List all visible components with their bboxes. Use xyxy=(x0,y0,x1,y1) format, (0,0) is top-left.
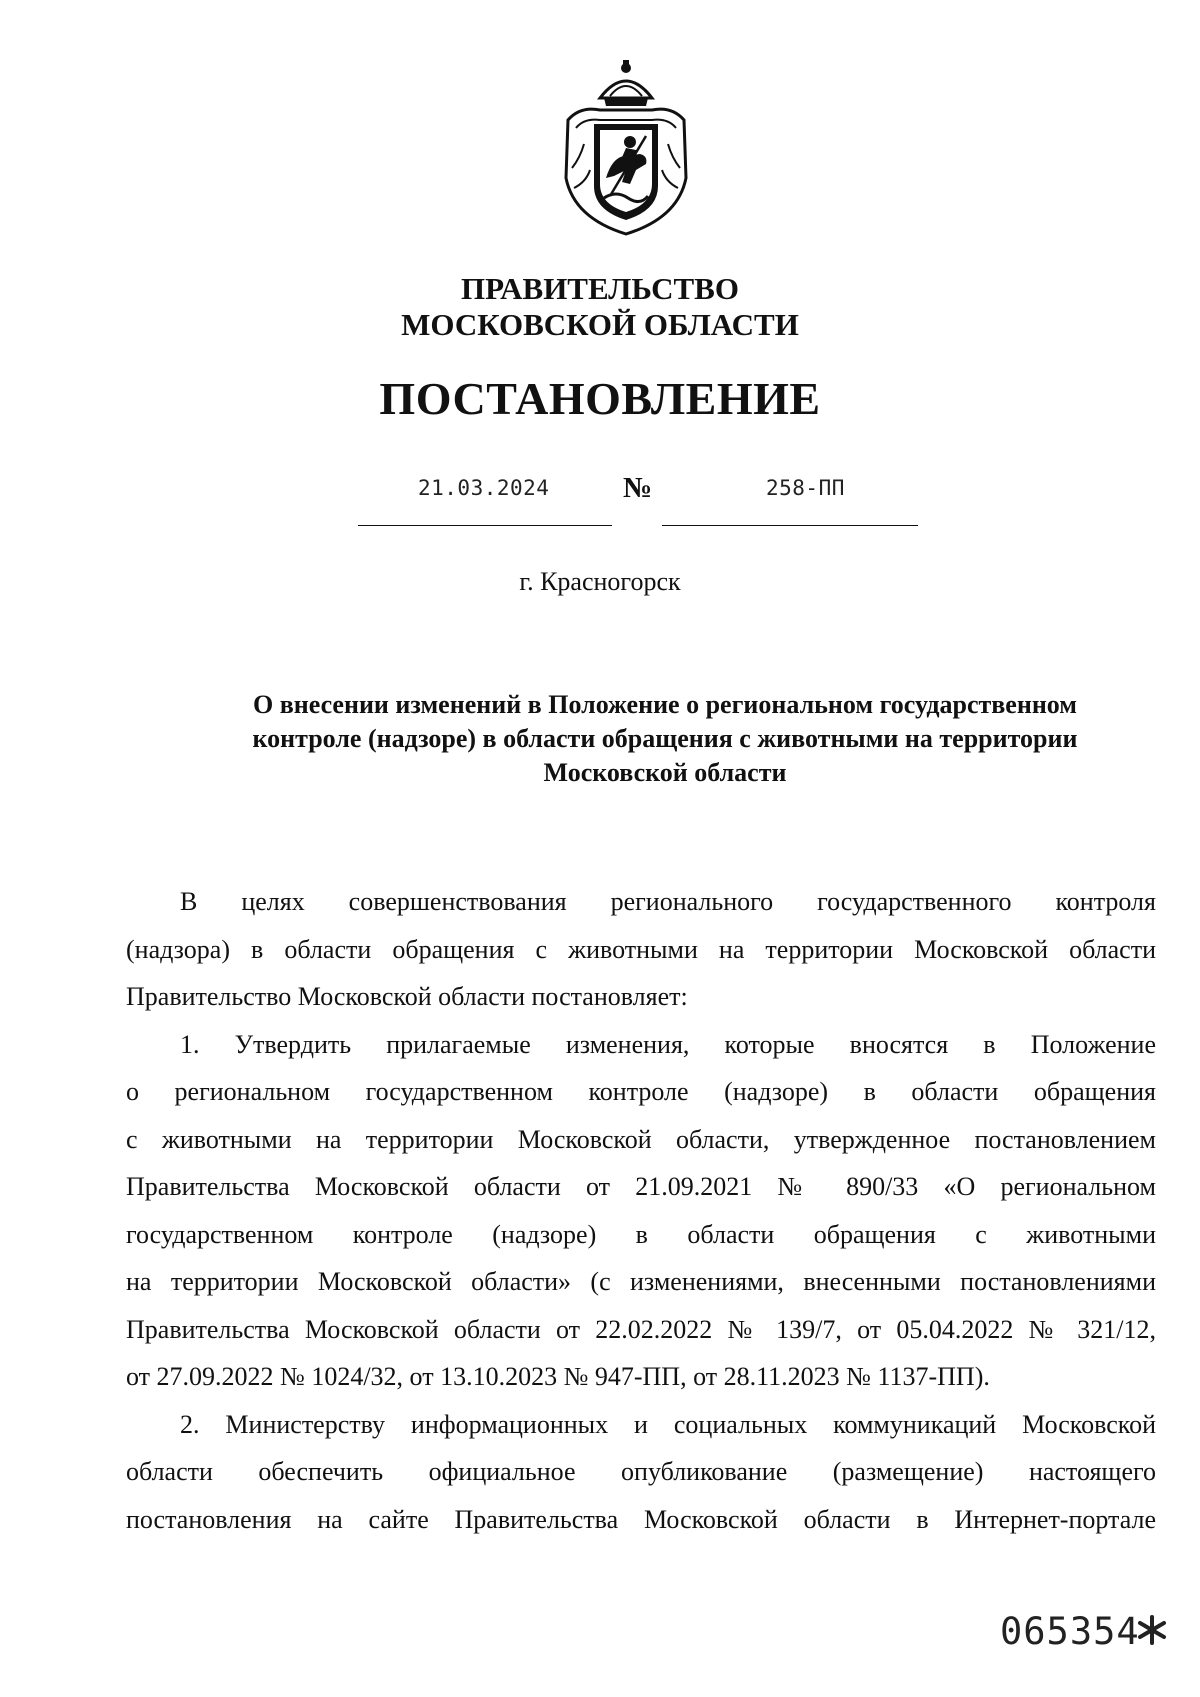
registration-number: 258-ПП xyxy=(766,476,845,500)
body-line: 1. Утвердить прилагаемые изменения, которые вносятся в Положение xyxy=(180,1029,1156,1059)
subject-line: Московской области xyxy=(543,758,787,787)
body-line: от 27.09.2022 № 1024/32, от 13.10.2023 № 947-ПП, от 28.11.2023 № 1137-ПП). xyxy=(126,1362,990,1391)
body-line: о региональном государственном контроле (надзоре) в области обращения xyxy=(126,1077,1156,1106)
body-line: Правительства Московской области от 22.02.2022 № 139/7, от 05.04.2022 № 321/12, xyxy=(126,1314,1156,1344)
org-name-line1: ПРАВИТЕЛЬСТВО xyxy=(461,271,739,306)
subject-line: О внесении изменений в Положение о региональном государственном xyxy=(252,690,1078,719)
serial-number: 065354 xyxy=(1000,1610,1140,1653)
body-line: 2. Министерству информационных и социальных коммуникаций Московской xyxy=(180,1409,1156,1439)
document-subject xyxy=(180,688,1150,790)
number-sign: № xyxy=(623,472,653,504)
body-line: государственном контроле (надзоре) в области обращения с животными xyxy=(126,1219,1156,1249)
city-line: г. Красногорск xyxy=(519,567,681,596)
registration-date: 21.03.2024 xyxy=(418,476,550,500)
subject-line: контроле (надзоре) в области обращения с животными на территории xyxy=(252,724,1078,753)
body-line: В целях совершенствования регионального государственного контроля xyxy=(180,887,1156,916)
document-body xyxy=(126,878,1156,1543)
body-line: области обеспечить официальное опубликование (размещение) настоящего xyxy=(126,1457,1156,1486)
body-line: (надзора) в области обращения с животными на территории Московской области xyxy=(126,934,1156,964)
body-line: Правительство Московской области постановляет: xyxy=(126,982,688,1011)
document-type-title: ПОСТАНОВЛЕНИЕ xyxy=(379,373,821,424)
asterisk-star-icon xyxy=(1134,1612,1170,1648)
org-name-line2: МОСКОВСКОЙ ОБЛАСТИ xyxy=(401,307,799,342)
body-line: на территории Московской области» (с изменениями, внесенными постановлениями xyxy=(126,1267,1156,1296)
body-line: с животными на территории Московской области, утвержденное постановлением xyxy=(126,1124,1156,1154)
body-line: постановления на сайте Правительства Московской области в Интернет-портале xyxy=(126,1504,1156,1534)
coat-of-arms-icon xyxy=(560,58,692,236)
body-line: Правительства Московской области от 21.09.2021 № 890/33 «О региональном xyxy=(126,1172,1156,1201)
